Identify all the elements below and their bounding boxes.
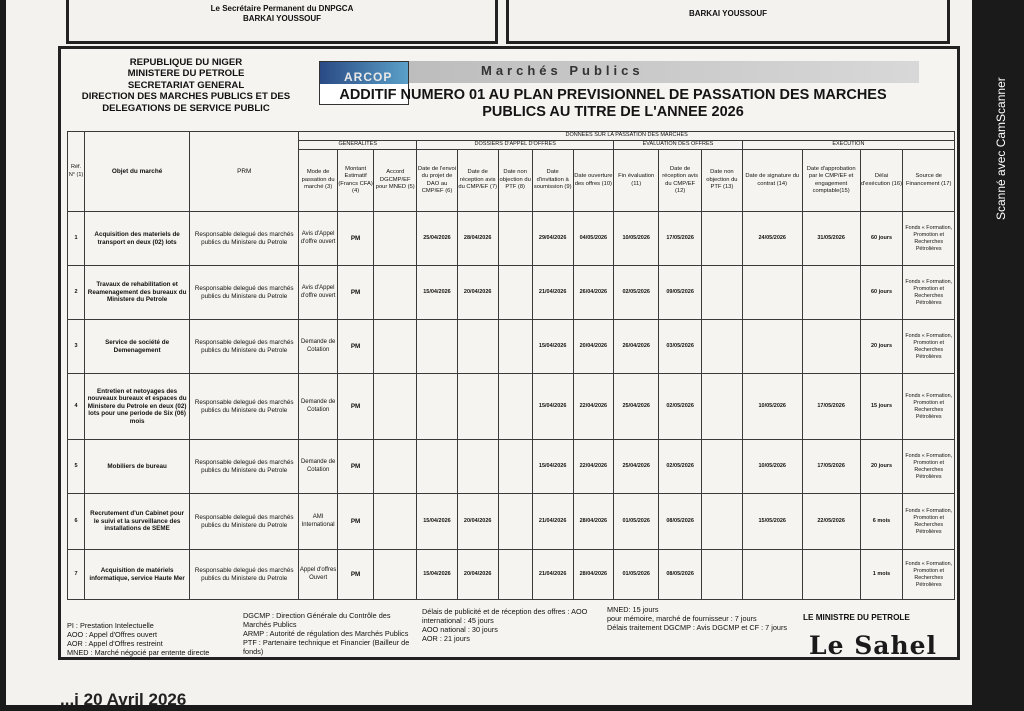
legend-armp: ARMP : Autorité de régulation des Marchés Publics [243, 629, 409, 638]
delays-legend [422, 607, 600, 643]
legend-aor: AOR : Appel d'Offres restreint [67, 639, 163, 648]
row-reception-avis-eval: 08/05/2026 [659, 494, 702, 550]
row-financement: Fonds « Formation, Promotion et Recherches Pétrolières [903, 320, 955, 374]
row-prm: Responsable delegué des marchés publics du Ministere du Petrole [190, 440, 299, 494]
row-envoi-dao [417, 320, 458, 374]
row-signature [742, 266, 802, 320]
row-non-objection-dao [498, 212, 532, 266]
direction-name: DIRECTION DES MARCHES PUBLICS ET DES DELEGATIONS DE SERVICE PUBLIC [81, 91, 291, 114]
row-objet: Entretien et netoyages des nouveaux bureaux et espaces du Ministere du Petrole en deux (02) lots pour une periode de Six (06) mois [85, 374, 190, 440]
col-delai: Délai d'exécution (16) [860, 150, 903, 212]
row-non-objection-dao [498, 550, 532, 600]
row-signature: 15/05/2026 [742, 494, 802, 550]
row-accord [374, 494, 417, 550]
row-ouverture: 28/04/2026 [573, 494, 614, 550]
row-invitation: 15/04/2026 [532, 374, 573, 440]
row-invitation: 21/04/2026 [532, 550, 573, 600]
col-financement: Source de Financement (17) [903, 150, 955, 212]
row-objet: Recrutement d'un Cabinet pour le suivi et la surveillance des installations de SEME [85, 494, 190, 550]
row-reception-avis-dao [457, 374, 498, 440]
group-execution: EXECUTION [742, 141, 954, 150]
row-financement: Fonds « Formation, Promotion et Recherches Pétrolières [903, 550, 955, 600]
row-non-objection-dao [498, 440, 532, 494]
col-invitation: Date d'invitation à soumission (9) [532, 150, 573, 212]
legend-dgcmp-delay: Délais traitement DGCMP : Avis DGCMP et CF : 7 jours [607, 623, 788, 632]
group-generalites: GENERALITES [299, 141, 417, 150]
row-prm: Responsable delegué des marchés publics du Ministere du Petrole [190, 212, 299, 266]
definitions-legend [243, 611, 418, 656]
row-accord [374, 550, 417, 600]
row-ref: 1 [68, 212, 85, 266]
row-mode: Demande de Cotation [299, 320, 338, 374]
col-reception-avis-eval: Date de réception avis du CMP/EF (12) [659, 150, 702, 212]
row-ref: 6 [68, 494, 85, 550]
row-delai: 1 mois [860, 550, 903, 600]
row-fin-evaluation: 01/05/2026 [614, 494, 659, 550]
row-invitation: 15/04/2026 [532, 440, 573, 494]
legend-ptf: PTF : Partenaire technique et Financier (Bailleur de fonds) [243, 638, 410, 656]
col-prm: PRM [190, 132, 299, 212]
row-reception-avis-eval: 09/05/2026 [659, 266, 702, 320]
legend-mned-delay: MNED: 15 jours [607, 605, 659, 614]
row-reception-avis-eval: 17/05/2026 [659, 212, 702, 266]
legend-fournisseur-delay: pour mémoire, marché de fournisseur : 7 jours [607, 614, 757, 623]
row-prm: Responsable delegué des marchés publics du Ministere du Petrole [190, 374, 299, 440]
row-non-objection-dao [498, 374, 532, 440]
newspaper-page [6, 0, 972, 709]
row-accord [374, 212, 417, 266]
row-approbation: 31/05/2026 [802, 212, 860, 266]
legend-delay-aor: AOR : 21 jours [422, 634, 470, 643]
announcement-frame [58, 46, 960, 660]
row-non-objection-dao [498, 494, 532, 550]
row-prm: Responsable delegué des marchés publics du Ministere du Petrole [190, 494, 299, 550]
row-ouverture: 28/04/2026 [573, 550, 614, 600]
top-signature-box-left [66, 0, 498, 44]
row-signature: 10/05/2026 [742, 440, 802, 494]
col-reception-avis-dao: Date de réception avis du CMP/EF (7) [457, 150, 498, 212]
legend-footer [67, 605, 957, 661]
col-objet: Objet du marché [85, 132, 190, 212]
row-objet: Service de société de Demenagement [85, 320, 190, 374]
country-name: REPUBLIQUE DU NIGER [129, 57, 243, 68]
row-accord [374, 374, 417, 440]
row-ouverture: 26/04/2026 [573, 266, 614, 320]
ministry-header [67, 57, 305, 133]
row-montant: PM [337, 266, 373, 320]
top-signature-name: BARKAI YOUSSOUF [242, 14, 322, 23]
col-non-objection-eval: Date non objection du PTF (13) [702, 150, 743, 212]
row-reception-avis-dao: 20/04/2026 [457, 266, 498, 320]
row-prm: Responsable delegué des marchés publics du Ministere du Petrole [190, 320, 299, 374]
legend-delay-aoo-national: AOO national : 30 jours [422, 625, 498, 634]
row-non-objection-eval [702, 266, 743, 320]
row-envoi-dao [417, 440, 458, 494]
row-montant: PM [337, 320, 373, 374]
row-ref: 7 [68, 550, 85, 600]
row-accord [374, 440, 417, 494]
row-invitation: 21/04/2026 [532, 494, 573, 550]
row-mode: Demande de Cotation [299, 440, 338, 494]
table-row [68, 550, 955, 600]
row-montant: PM [337, 550, 373, 600]
row-non-objection-dao [498, 320, 532, 374]
row-prm: Responsable delegué des marchés publics du Ministere du Petrole [190, 550, 299, 600]
row-approbation [802, 550, 860, 600]
legend-pi: PI : Prestation Intelectuelle [67, 621, 154, 630]
row-prm: Responsable delegué des marchés publics du Ministere du Petrole [190, 266, 299, 320]
row-delai: 20 jours [860, 440, 903, 494]
row-fin-evaluation: 02/05/2026 [614, 266, 659, 320]
row-objet: Travaux de rehabilitation et Reamenagement des bureaux du Ministere du Petrole [85, 266, 190, 320]
row-mode: Appel d'offres Ouvert [299, 550, 338, 600]
row-financement: Fonds « Formation, Promotion et Recherches Pétrolières [903, 374, 955, 440]
row-signature [742, 320, 802, 374]
procurement-plan-table [67, 131, 955, 600]
row-financement: Fonds « Formation, Promotion et Recherches Pétrolières [903, 494, 955, 550]
row-envoi-dao: 25/04/2026 [417, 212, 458, 266]
row-invitation: 21/04/2026 [532, 266, 573, 320]
top-signature-name-right: BARKAI YOUSSOUF [688, 9, 768, 18]
col-fin-evaluation: Fin évaluation (11) [614, 150, 659, 212]
row-non-objection-eval [702, 374, 743, 440]
row-reception-avis-dao [457, 320, 498, 374]
row-fin-evaluation: 25/04/2026 [614, 374, 659, 440]
row-objet: Acquisition de matériels informatique, service Haute Mer [85, 550, 190, 600]
row-non-objection-eval [702, 550, 743, 600]
row-envoi-dao: 15/04/2026 [417, 494, 458, 550]
row-ref: 3 [68, 320, 85, 374]
marches-publics-title: Marchés Publics [481, 63, 644, 78]
row-accord [374, 320, 417, 374]
row-reception-avis-dao [457, 440, 498, 494]
table-row [68, 374, 955, 440]
table-row [68, 212, 955, 266]
row-approbation: 17/05/2026 [802, 374, 860, 440]
minister-signature: LE MINISTRE DU PETROLE [803, 613, 910, 622]
col-non-objection-dao: Date non objection du PTF (8) [498, 150, 532, 212]
row-delai: 6 mois [860, 494, 903, 550]
row-reception-avis-eval: 08/05/2026 [659, 550, 702, 600]
row-montant: PM [337, 440, 373, 494]
row-reception-avis-dao: 20/04/2026 [457, 494, 498, 550]
row-approbation: 17/05/2026 [802, 440, 860, 494]
row-montant: PM [337, 494, 373, 550]
row-reception-avis-eval: 02/05/2026 [659, 440, 702, 494]
abbreviations-legend [67, 621, 242, 657]
row-objet: Mobiliers de bureau [85, 440, 190, 494]
row-approbation [802, 266, 860, 320]
row-approbation [802, 320, 860, 374]
row-financement: Fonds « Formation, Promotion et Recherches Pétrolières [903, 266, 955, 320]
row-approbation: 22/05/2026 [802, 494, 860, 550]
arcop-logo-word: ARCOP [344, 70, 393, 84]
row-signature: 24/05/2026 [742, 212, 802, 266]
row-delai: 60 jours [860, 266, 903, 320]
row-fin-evaluation: 25/04/2026 [614, 440, 659, 494]
col-accord: Accord DGCMP/EF pour MNED (5) [374, 150, 417, 212]
col-signature: Date de signature du contrat (14) [742, 150, 802, 212]
row-invitation: 29/04/2026 [532, 212, 573, 266]
row-reception-avis-eval: 03/05/2026 [659, 320, 702, 374]
col-ref: Réf. N° (1) [68, 132, 85, 212]
row-delai: 20 jours [860, 320, 903, 374]
row-ouverture: 22/04/2026 [573, 440, 614, 494]
row-financement: Fonds « Formation, Promotion et Recherches Pétrolières [903, 440, 955, 494]
top-signature-title: Le Secrétaire Permanent du DNPGCA [210, 4, 354, 13]
row-mode: AMI International [299, 494, 338, 550]
row-non-objection-dao [498, 266, 532, 320]
page-date: ...i 20 Avril 2026 [60, 690, 187, 709]
row-accord [374, 266, 417, 320]
table-row [68, 440, 955, 494]
table-row [68, 266, 955, 320]
scanner-watermark [994, 40, 1010, 220]
row-mode: Demande de Cotation [299, 374, 338, 440]
col-ouverture: Date ouverture des offres (10) [573, 150, 614, 212]
row-ouverture: 20/04/2026 [573, 320, 614, 374]
row-mode: Avis d'Appel d'offre ouvert [299, 266, 338, 320]
row-envoi-dao: 15/04/2026 [417, 550, 458, 600]
newspaper-logo: Le Sahel [809, 631, 938, 660]
col-montant: Montant Estimatif (Francs CFA) (4) [337, 150, 373, 212]
row-non-objection-eval [702, 212, 743, 266]
row-objet: Acquisition des materiels de transport en deux (02) lots [85, 212, 190, 266]
scanner-watermark-text: Scanné avec CamScanner [994, 77, 1008, 220]
row-ref: 2 [68, 266, 85, 320]
row-ref: 5 [68, 440, 85, 494]
row-ouverture: 22/04/2026 [573, 374, 614, 440]
table-row [68, 320, 955, 374]
row-mode: Avis d'Appel d'offre ouvert [299, 212, 338, 266]
top-signature-box-right [506, 0, 950, 44]
row-reception-avis-dao: 20/04/2026 [457, 550, 498, 600]
group-evaluation: EVALUATION DES OFFRES [614, 141, 743, 150]
row-non-objection-eval [702, 494, 743, 550]
mned-delays-legend [607, 605, 797, 632]
row-ouverture: 04/05/2026 [573, 212, 614, 266]
legend-delay-aoo-international: Délais de publicité et de réception des offres : AOO international : 45 jours [422, 607, 588, 625]
table-row [68, 494, 955, 550]
row-reception-avis-eval: 02/05/2026 [659, 374, 702, 440]
col-approbation: Date d'approbation par le CMP/EF et engagement comptable(15) [802, 150, 860, 212]
row-financement: Fonds « Formation, Promotion et Recherches Pétrolières [903, 212, 955, 266]
secretariat-name: SECRETARIAT GENERAL [127, 79, 245, 91]
row-non-objection-eval [702, 320, 743, 374]
group-dossiers: DOSSIERS D'APPEL D'OFFRES [417, 141, 614, 150]
row-signature [742, 550, 802, 600]
legend-mned: MNED : Marché négocié par entente directe [67, 648, 210, 657]
row-delai: 60 jours [860, 212, 903, 266]
legend-dgcmp: DGCMP : Direction Générale du Contrôle des Marchés Publics [243, 611, 391, 629]
row-fin-evaluation: 26/04/2026 [614, 320, 659, 374]
row-envoi-dao: 15/04/2026 [417, 266, 458, 320]
col-envoi-dao: Date de l'envoi du projet de DAO au CMP/EF (6) [417, 150, 458, 212]
row-fin-evaluation: 10/05/2026 [614, 212, 659, 266]
row-fin-evaluation: 01/05/2026 [614, 550, 659, 600]
row-montant: PM [337, 212, 373, 266]
row-montant: PM [337, 374, 373, 440]
ministry-name: MINISTERE DU PETROLE [127, 68, 245, 80]
announcement-title: ADDITIF NUMERO 01 AU PLAN PREVISIONNEL DE PASSATION DES MARCHES PUBLICS AU TITRE DE L'ANNEE 2026 [339, 87, 887, 120]
row-signature: 10/05/2026 [742, 374, 802, 440]
row-reception-avis-dao: 28/04/2026 [457, 212, 498, 266]
row-delai: 15 jours [860, 374, 903, 440]
row-ref: 4 [68, 374, 85, 440]
legend-aoo: AOO : Appel d'Offres ouvert [67, 630, 158, 639]
col-mode: Mode de passation du marché (3) [299, 150, 338, 212]
row-envoi-dao [417, 374, 458, 440]
row-invitation: 15/04/2026 [532, 320, 573, 374]
group-donnees: DONNEES SUR LA PASSATION DES MARCHES [299, 132, 955, 141]
row-non-objection-eval [702, 440, 743, 494]
